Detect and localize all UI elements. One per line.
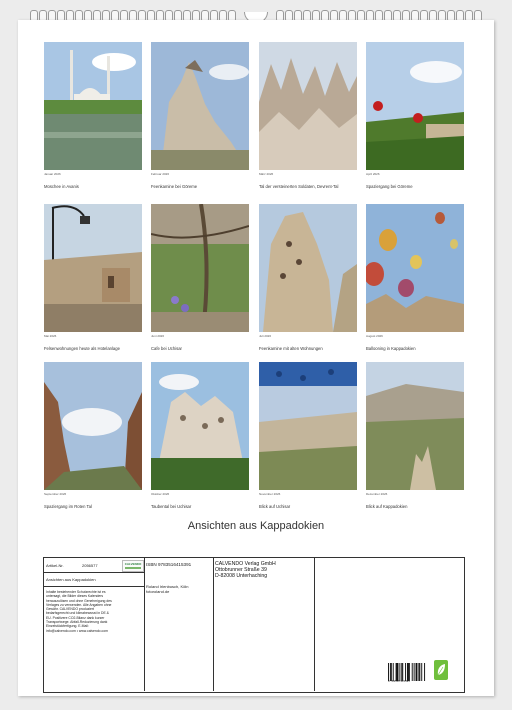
month-photo xyxy=(151,42,249,170)
month-photo xyxy=(44,42,142,170)
leaf-icon xyxy=(434,660,448,680)
publisher-cell xyxy=(213,558,314,691)
eco-leaf-badge xyxy=(434,660,448,680)
author-line-2: fotoroland.de xyxy=(146,589,170,594)
month-photo xyxy=(151,204,249,332)
imprint-left-column xyxy=(44,558,145,691)
article-number: 2056577 xyxy=(82,563,98,568)
month-caption: Felsenwohnungen heute als Hotelanlage xyxy=(44,346,120,351)
imprint-middle-column xyxy=(144,558,315,691)
month-photo xyxy=(259,362,357,490)
month-label: November 2026 xyxy=(259,492,281,496)
month-caption: Blick auf Uchisar xyxy=(259,504,291,509)
month-photo xyxy=(259,42,357,170)
barcode-number: 9 783516 415391 xyxy=(388,679,410,683)
month-label: Dezember 2026 xyxy=(366,492,388,496)
calendar-back-page xyxy=(18,20,494,696)
month-photo xyxy=(366,204,464,332)
month-caption: Tal der versteinerten Soldaten, Devrent-Tal xyxy=(259,184,339,189)
month-photo xyxy=(366,42,464,170)
imprint-box xyxy=(43,557,465,693)
month-caption: Spaziergang im Roten Tal xyxy=(44,504,92,509)
month-photo xyxy=(44,362,142,490)
month-photo xyxy=(44,204,142,332)
month-caption: Feenkamine mit alten Wohnungen xyxy=(259,346,323,351)
month-caption: Feenkamine bei Göreme xyxy=(151,184,198,189)
publisher-line-3: D-82008 Unterhaching xyxy=(215,573,268,579)
calvendo-logo: CALVENDO xyxy=(122,560,144,572)
month-caption: Cafe bei Uchisar xyxy=(151,346,182,351)
month-label: Juni 2026 xyxy=(151,334,165,338)
month-label: Februar 2026 xyxy=(151,172,170,176)
month-caption: Spaziergang bei Göreme xyxy=(366,184,413,189)
publisher-line-1: CALVENDO Verlag GmbH xyxy=(215,561,276,567)
month-caption: Ballooning in Kappadokien xyxy=(366,346,416,351)
product-name: Ansichten aus Kappadokien xyxy=(46,577,96,582)
month-label: Oktober 2026 xyxy=(151,492,170,496)
imprint-right-column xyxy=(314,558,464,691)
month-label: Januar 2026 xyxy=(44,172,61,176)
month-caption: Blick auf Kappadokien xyxy=(366,504,408,509)
month-label: März 2026 xyxy=(259,172,274,176)
product-name-row xyxy=(44,572,144,587)
month-label: Juli 2026 xyxy=(259,334,272,338)
month-photo xyxy=(259,204,357,332)
month-label: September 2026 xyxy=(44,492,67,496)
calendar-title: Ansichten aus Kappadokien xyxy=(187,520,325,532)
month-photo xyxy=(151,362,249,490)
legal-notice: Inhalte bestehender Schutzrechte ist es untersagt, die Bilder dieses Kalenders herauszulösen und ohne Genehmigung des Verlages zu verwenden. Alle Angaben ohne Gewähr. CALVENDO produziert bedarfsgerecht und klimabewusst in DE & EU. Positivere CO2-Bilanz dank kurzer Transportwege. Abfall-Reduzierung dank Einzelstückfertigung. E-Mail: info@calvendo.com • www.calvendo.com xyxy=(46,590,112,633)
publisher-line-2: Ottobrunner Straße 39 xyxy=(215,567,267,573)
month-label: April 2026 xyxy=(366,172,380,176)
month-label: Mai 2026 xyxy=(44,334,57,338)
author-line-1: Roland Irlenbusch, Köln xyxy=(146,584,189,589)
isbn: ISBN 9783516415391 xyxy=(146,562,192,567)
month-caption: Moschee in Avanis xyxy=(44,184,79,189)
article-label: Artikel-Nr. xyxy=(46,563,64,568)
month-label: August 2026 xyxy=(366,334,383,338)
month-photo xyxy=(366,362,464,490)
isbn-author-cell xyxy=(144,558,214,691)
month-caption: Taubental bei Uchisar xyxy=(151,504,192,509)
article-row xyxy=(44,558,144,573)
